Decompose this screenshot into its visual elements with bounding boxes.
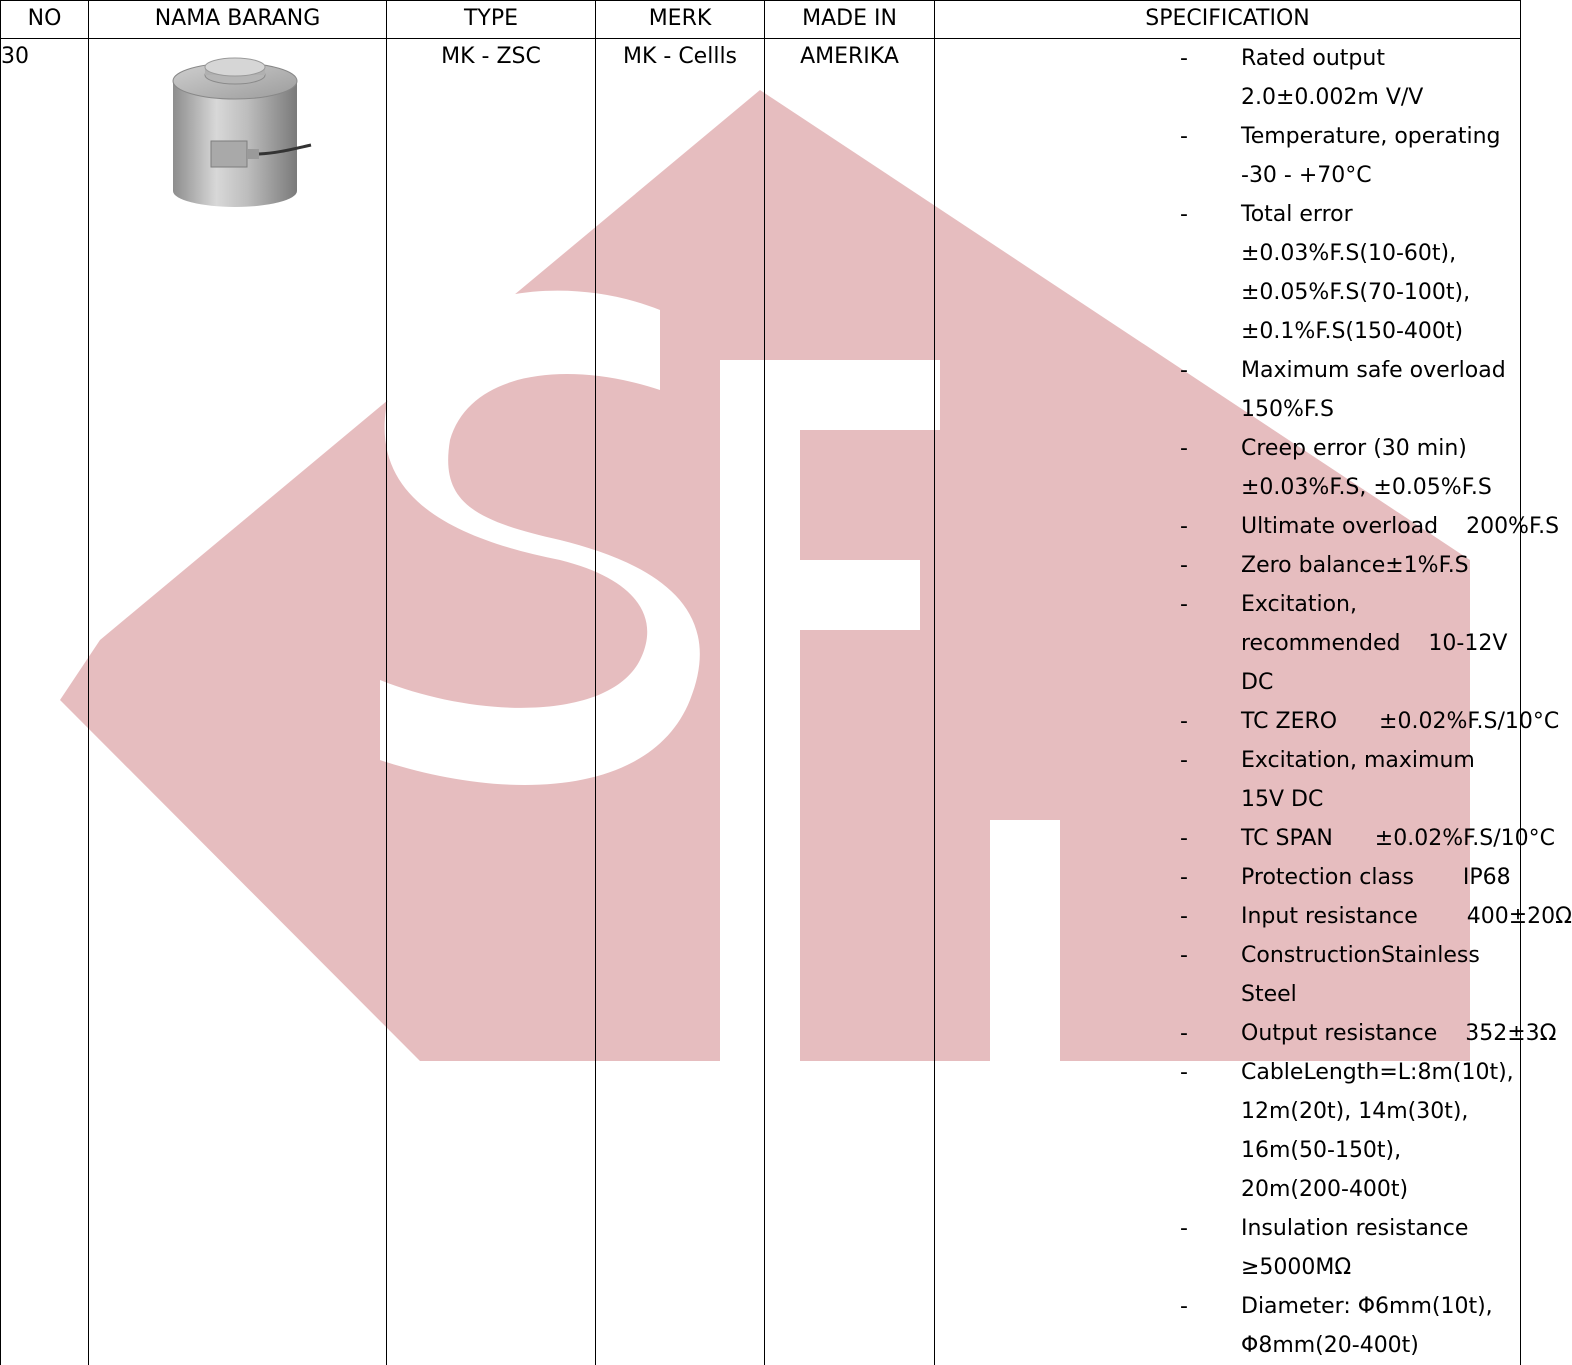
spec-text: Output resistance 352±3Ω <box>1241 1021 1556 1046</box>
list-item: - Excitation, recommended 10-12V DC <box>935 585 1520 702</box>
cell-specification <box>935 39 1521 1365</box>
cell-made-in: AMERIKA <box>765 39 935 1365</box>
list-item: - Diameter: Φ6mm(10t), Φ8mm(20-400t) <box>935 1287 1520 1365</box>
spec-text: Temperature, operating -30 - +70°C <box>1241 124 1500 188</box>
list-item: - TC ZERO ±0.02%F.S/10°C <box>935 702 1520 741</box>
spec-text: Diameter: Φ6mm(10t), Φ8mm(20-400t) <box>1241 1294 1493 1358</box>
header-row <box>1 1 1521 39</box>
spec-text: Rated output 2.0±0.002m V/V <box>1241 46 1423 110</box>
header-made-in: MADE IN <box>765 1 935 39</box>
cell-type: MK - ZSC <box>387 39 596 1365</box>
spec-text: CableLength=L:8m(10t), 12m(20t), 14m(30t), 16m(50-150t), 20m(200-400t) <box>1241 1060 1514 1202</box>
list-item: - Maximum safe overload 150%F.S <box>935 351 1520 429</box>
list-item: - Protection class IP68 <box>935 858 1520 897</box>
spec-text: Total error ±0.03%F.S(10-60t), ±0.05%F.S(70-100t),±0.1%F.S(150-400t) <box>1241 202 1470 344</box>
table-row <box>1 39 1521 1365</box>
cell-merk: MK - Cellls <box>596 39 765 1365</box>
list-item: - Input resistance 400±20Ω <box>935 897 1520 936</box>
spec-text: Zero balance±1%F.S <box>1241 553 1469 578</box>
list-item: - Output resistance 352±3Ω <box>935 1014 1520 1053</box>
header-no: NO <box>1 1 89 39</box>
spec-text: Excitation, recommended 10-12V DC <box>1241 592 1514 695</box>
spec-text: Input resistance 400±20Ω <box>1241 904 1572 929</box>
list-item: - CableLength=L:8m(10t), 12m(20t), 14m(30t), 16m(50-150t), 20m(200-400t) <box>935 1053 1520 1209</box>
spec-list <box>935 39 1520 1365</box>
header-nama-barang: NAMA BARANG <box>89 1 387 39</box>
spec-text: Protection class IP68 <box>1241 865 1511 890</box>
spec-text: Creep error (30 min) ±0.03%F.S, ±0.05%F.S <box>1241 436 1492 500</box>
list-item: - Temperature, operating -30 - +70°C <box>935 117 1520 195</box>
spec-text: ConstructionStainless Steel <box>1241 943 1480 1007</box>
list-item: - Zero balance±1%F.S <box>935 546 1520 585</box>
spec-text: Ultimate overload 200%F.S <box>1241 514 1559 539</box>
spec-text: Excitation, maximum 15V DC <box>1241 748 1475 812</box>
spec-text: TC SPAN ±0.02%F.S/10°C <box>1241 826 1555 851</box>
cell-no: 30 <box>1 39 89 1365</box>
header-specification: SPECIFICATION <box>935 1 1521 39</box>
list-item: - Excitation, maximum 15V DC <box>935 741 1520 819</box>
list-item: - TC SPAN ±0.02%F.S/10°C <box>935 819 1520 858</box>
load-cell-image <box>163 53 313 213</box>
cell-nama-barang <box>89 39 387 1365</box>
header-type: TYPE <box>387 1 596 39</box>
list-item: - ConstructionStainless Steel <box>935 936 1520 1014</box>
spec-text: Insulation resistance ≥5000MΩ <box>1241 1216 1468 1280</box>
list-item: - Insulation resistance ≥5000MΩ <box>935 1209 1520 1287</box>
list-item: - Creep error (30 min) ±0.03%F.S, ±0.05%F.S <box>935 429 1520 507</box>
header-merk: MERK <box>596 1 765 39</box>
spec-text: Maximum safe overload 150%F.S <box>1241 358 1506 422</box>
list-item: - Total error ±0.03%F.S(10-60t), ±0.05%F.S(70-100t),±0.1%F.S(150-400t) <box>935 195 1520 351</box>
list-item: - Ultimate overload 200%F.S <box>935 507 1520 546</box>
list-item: - Rated output 2.0±0.002m V/V <box>935 39 1520 117</box>
spec-text: TC ZERO ±0.02%F.S/10°C <box>1241 709 1559 734</box>
